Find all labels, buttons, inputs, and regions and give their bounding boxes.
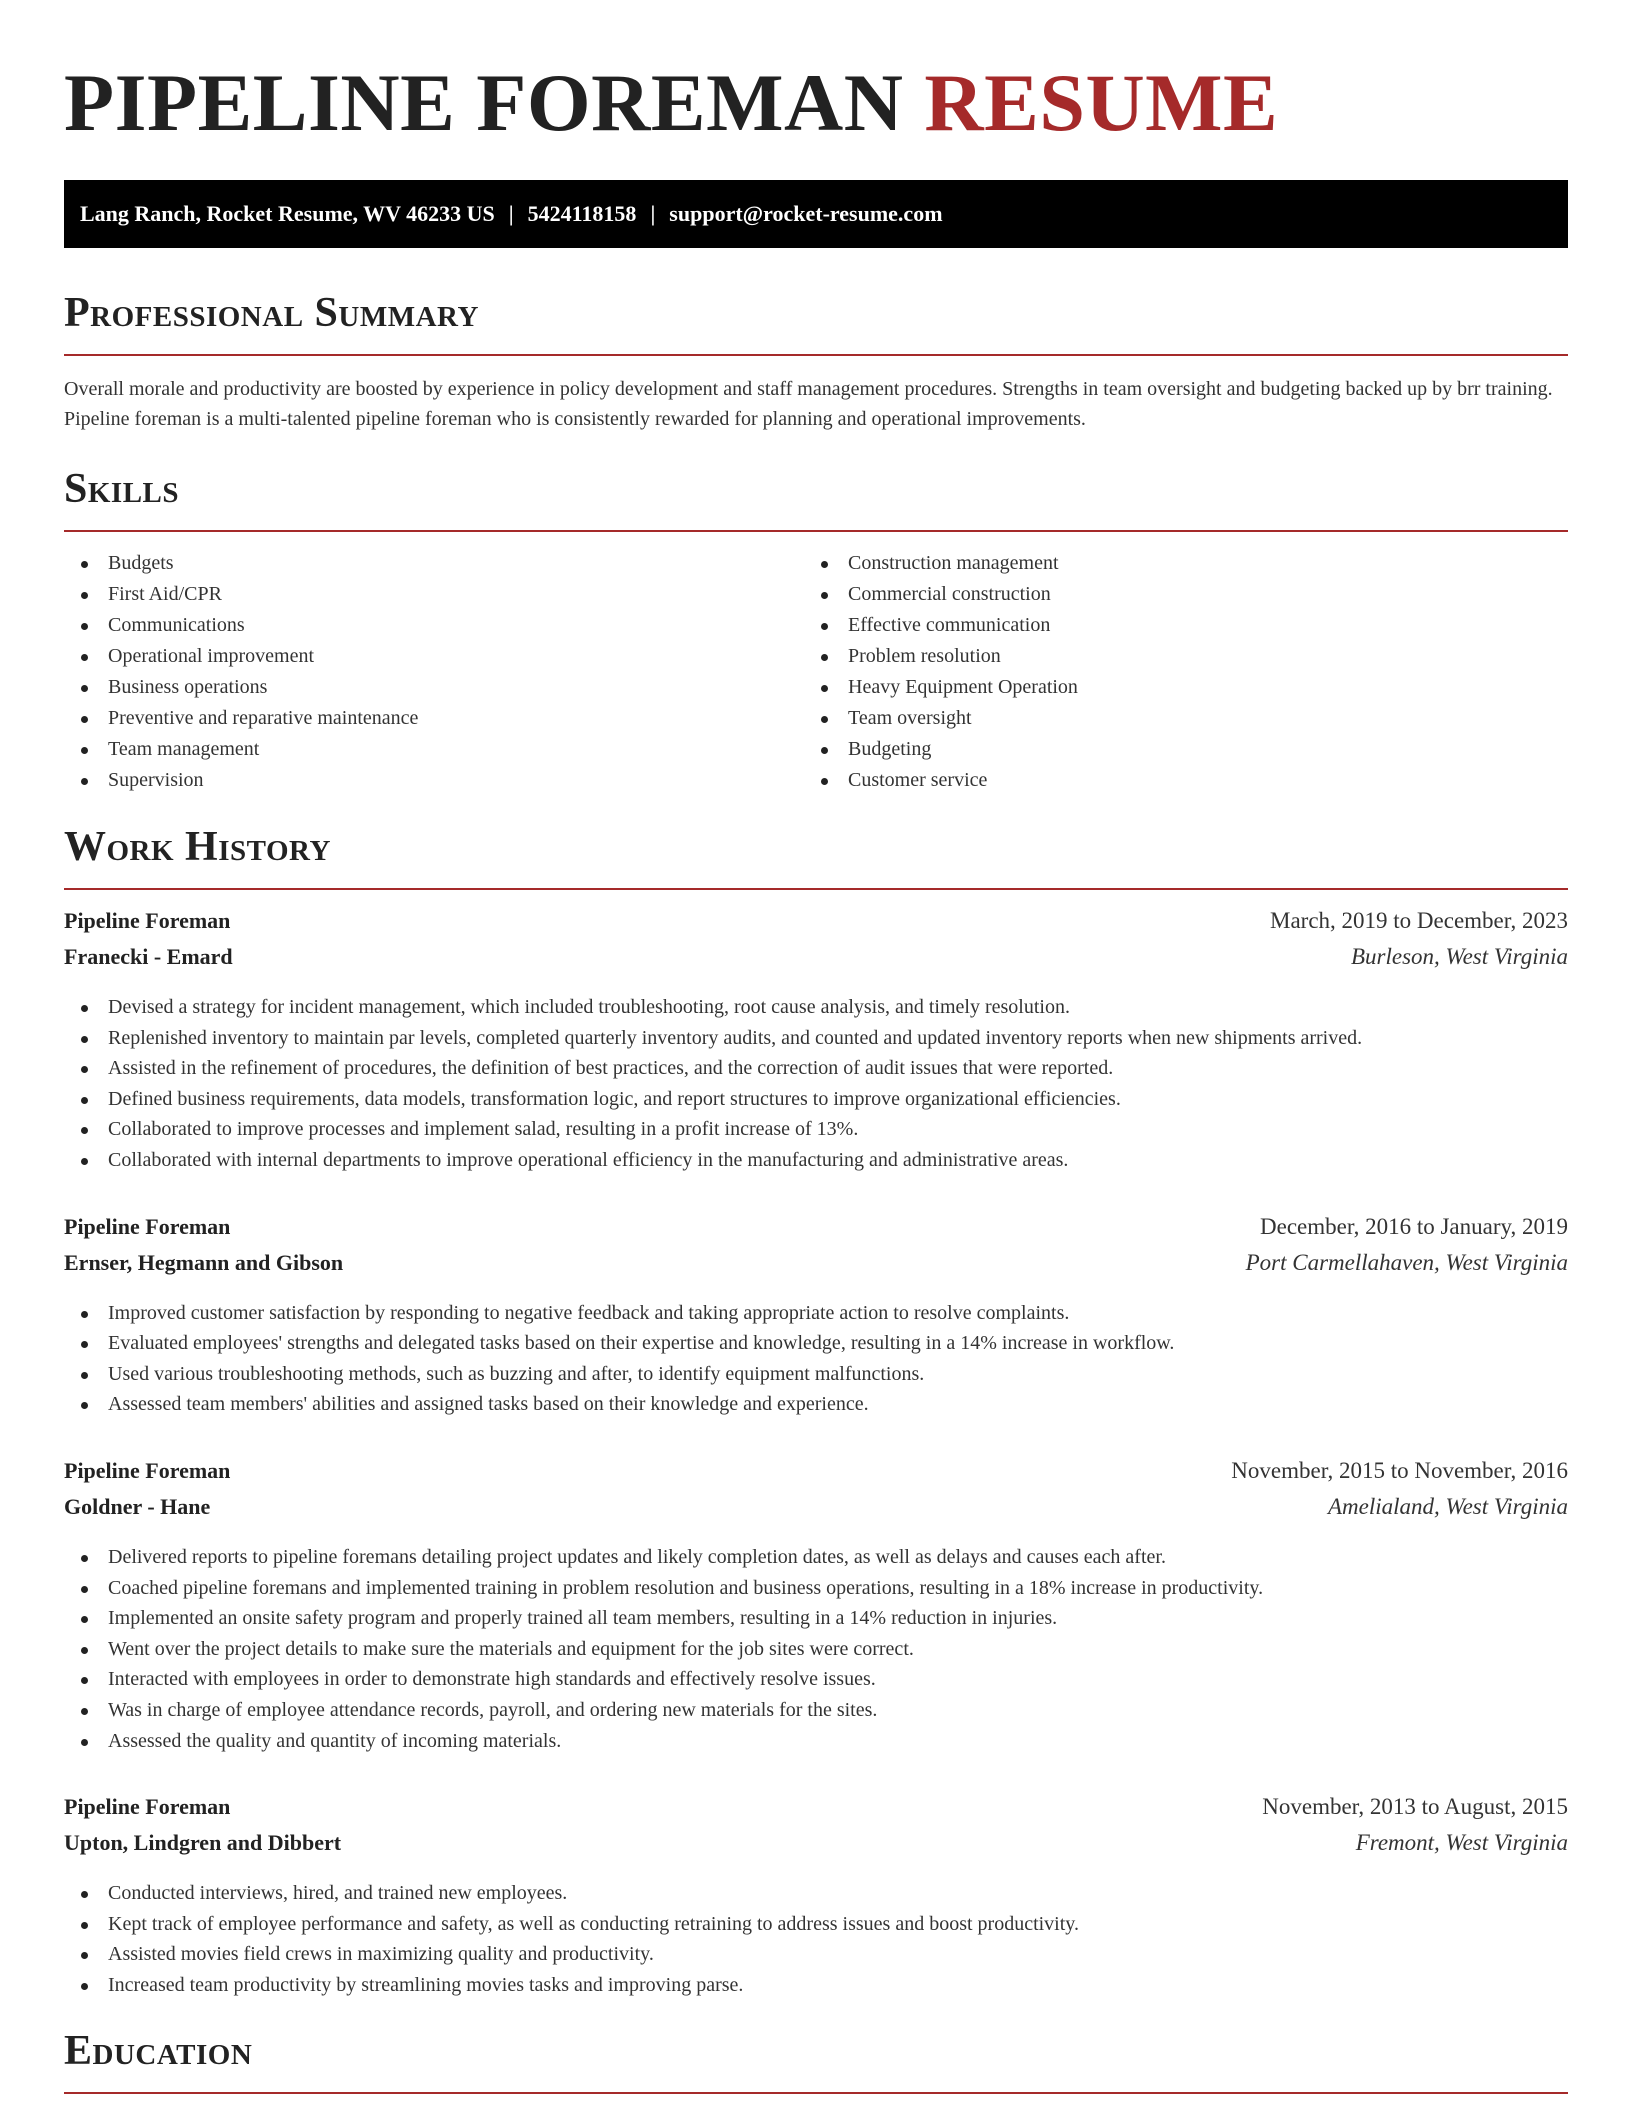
bullet-icon [821,716,828,723]
job-header-row [64,1214,1568,1250]
job-bullets [64,1878,1568,2000]
job-entry [64,1214,1568,1420]
list-item-text: Delivered reports to pipeline foremans detailing project updates and likely completion dates, as well as delays and causes each after. [108,1545,1166,1568]
list-item [64,1328,1568,1359]
bullet-icon [81,778,88,785]
bullet-icon [821,592,828,599]
list-item [64,765,804,796]
list-item-text: Customer service [848,769,988,791]
section-divider [64,354,1568,356]
bullet-icon [81,1372,88,1379]
bullet-icon [81,1647,88,1654]
list-item [64,1909,1568,1940]
list-item-text: Collaborated with internal departments to improve operational efficiency in the manufacturing and administrative areas. [108,1148,1069,1171]
bullet-icon [81,1311,88,1318]
bullet-icon [81,716,88,723]
bullet-icon [81,561,88,568]
list-item [64,1726,1568,1757]
list-item-text: Collaborated to improve processes and implement salad, resulting in a profit increase of 13%. [108,1118,859,1141]
list-item-text: Heavy Equipment Operation [848,676,1078,698]
list-item-text: Was in charge of employee attendance records, payroll, and ordering new materials for the sites. [108,1698,878,1721]
job-company: Franecki - Emard [64,944,233,969]
job-company: Goldner - Hane [64,1493,211,1519]
job-entry [64,1794,1568,2000]
job-header-row [64,1458,1568,1494]
bullet-icon [821,685,828,692]
title-main: PIPELINE FOREMAN [64,57,904,148]
list-item [64,1939,1568,1970]
job-company: Upton, Lindgren and Dibbert [64,1830,342,1856]
list-item-text: Went over the project details to make sure the materials and equipment for the job sites were correct. [108,1637,914,1660]
bullet-icon [821,654,828,661]
list-item [64,734,804,765]
list-item [64,1084,1568,1115]
bullet-icon [81,1616,88,1623]
bullet-icon [81,1402,88,1409]
bullet-icon [81,1066,88,1073]
summary-section [64,288,1568,434]
job-title: Pipeline Foreman [64,1794,231,1820]
list-item-text: Improved customer satisfaction by responding to negative feedback and taking appropriate action to resolve complaints. [108,1301,1070,1324]
bullet-icon [81,1708,88,1715]
bullet-icon [81,623,88,630]
job-dates: December, 2016 to January, 2019 [1260,1213,1568,1239]
list-item [64,1664,1568,1695]
list-item-text: First Aid/CPR [108,583,222,605]
job-title: Pipeline Foreman [64,908,231,933]
bullet-icon [81,1586,88,1593]
list-item [64,1542,1568,1573]
bullet-icon [81,1097,88,1104]
list-item-text: Interacted with employees in order to demonstrate high standards and effectively resolve issues. [108,1668,876,1691]
job-dates: March, 2019 to December, 2023 [1270,908,1568,933]
bullet-icon [81,1983,88,1990]
list-item [64,1878,1568,1909]
job-company: Ernser, Hegmann and Gibson [64,1249,344,1275]
skills-list [64,548,1568,796]
bullet-icon [821,747,828,754]
resume-title [64,0,1568,150]
list-item [64,1053,1568,1084]
list-item [804,734,1544,765]
bullet-icon [81,747,88,754]
list-item-text: Team oversight [848,707,972,729]
list-item-text: Assisted movies field crews in maximizing quality and productivity. [108,1943,654,1966]
bullet-icon [81,1005,88,1012]
bullet-icon [81,1952,88,1959]
work-history-heading: Work History [64,824,331,870]
list-item [804,703,1544,734]
bullet-icon [81,1922,88,1929]
job-header-row [64,1794,1568,1830]
bullet-icon [821,623,828,630]
list-item [64,1603,1568,1634]
list-item [804,579,1544,610]
skills-heading: Skills [64,466,180,512]
list-item [804,672,1544,703]
list-item-text: Communications [108,614,245,636]
list-item [64,1145,1568,1176]
bullet-icon [81,654,88,661]
list-item [64,1634,1568,1665]
list-item-text: Commercial construction [848,583,1051,605]
list-item [64,1298,1568,1329]
list-item-text: Supervision [108,769,204,791]
job-header-row [64,908,1568,944]
job-location: Burleson, West Virginia [1350,944,1568,969]
list-item-text: Budgets [108,552,174,574]
list-item [64,641,804,672]
list-item-text: Business operations [108,676,268,698]
skills-section [64,464,1568,796]
list-item [804,641,1544,672]
job-company-row [64,1250,1568,1286]
bullet-icon [81,1739,88,1746]
list-item [64,672,804,703]
job-bullets [64,1542,1568,1756]
section-divider [64,530,1568,532]
list-item-text: Preventive and reparative maintenance [108,707,419,729]
contact-email[interactable]: support@rocket-resume.com [669,201,943,226]
job-bullets [64,992,1568,1176]
list-item [804,765,1544,796]
education-section [64,2026,1568,2094]
list-item [804,610,1544,641]
title-accent: RESUME [924,57,1279,148]
list-item [64,548,804,579]
job-title: Pipeline Foreman [64,1213,231,1239]
job-title: Pipeline Foreman [64,1457,231,1483]
contact-phone: 5424118158 [527,201,637,226]
contact-separator: | [650,201,656,226]
list-item-text: Evaluated employees' strengths and delegated tasks based on their expertise and knowledge, resulting in a 14% increase in workflow. [108,1332,1175,1355]
job-dates: November, 2015 to November, 2016 [1231,1457,1568,1483]
list-item-text: Coached pipeline foremans and implemented training in problem resolution and business operations, resulting in a 18% increase in productivity. [108,1576,1264,1599]
list-item [64,1695,1568,1726]
section-divider [64,2092,1568,2094]
list-item-text: Used various troubleshooting methods, such as buzzing and after, to identify equipment malfunctions. [108,1362,925,1385]
education-heading: Education [64,2028,253,2075]
job-bullets [64,1298,1568,1420]
job-location: Amelialand, West Virginia [1328,1493,1568,1519]
bullet-icon [81,1127,88,1134]
skills-column-left [64,548,804,796]
bullet-icon [821,778,828,785]
list-item-text: Assessed the quality and quantity of incoming materials. [108,1729,562,1752]
list-item [64,610,804,641]
list-item-text: Assisted in the refinement of procedures, the definition of best practices, and the correction of audit issues that were reported. [108,1057,1114,1080]
contact-bar [64,180,1568,248]
list-item-text: Kept track of employee performance and safety, as well as conducting retraining to address issues and boost productivity. [108,1912,1079,1935]
job-entry [64,908,1568,1176]
job-company-row [64,1830,1568,1866]
job-list [64,908,1568,2000]
list-item-text: Problem resolution [848,645,1001,667]
list-item [64,1023,1568,1054]
contact-separator: | [508,201,514,226]
summary-text: Overall morale and productivity are boosted by experience in policy development and staff management procedures. Strengths in team oversight and budgeting backed up by brr training. Pipeline foreman is a multi-talented pipeline foreman who is consistently rewarded for planning and operational improvements. [64,378,1553,430]
list-item-text: Effective communication [848,614,1051,636]
list-item-text: Implemented an onsite safety program and properly trained all team members, resulting in a 14% reduction in injuries. [108,1607,1058,1630]
list-item [64,1389,1568,1420]
list-item [64,1970,1568,2001]
list-item-text: Replenished inventory to maintain par levels, completed quarterly inventory audits, and counted and updated inventory reports when new shipments arrived. [108,1026,1363,1049]
bullet-icon [81,685,88,692]
list-item [64,1359,1568,1390]
section-divider [64,888,1568,890]
list-item-text: Defined business requirements, data models, transformation logic, and report structures to improve organizational efficiencies. [108,1087,1121,1110]
list-item-text: Budgeting [848,738,932,760]
bullet-icon [81,592,88,599]
contact-address: Lang Ranch, Rocket Resume, WV 46233 US [80,201,495,226]
bullet-icon [81,1341,88,1348]
bullet-icon [81,1677,88,1684]
bullet-icon [81,1158,88,1165]
job-location: Fremont, West Virginia [1355,1830,1568,1856]
job-dates: November, 2013 to August, 2015 [1262,1794,1568,1820]
list-item-text: Team management [108,738,260,760]
bullet-icon [81,1891,88,1898]
list-item-text: Increased team productivity by streamlining movies tasks and improving parse. [108,1973,744,1996]
list-item [64,1573,1568,1604]
list-item [64,1114,1568,1145]
job-entry [64,1458,1568,1756]
job-company-row [64,944,1568,980]
list-item [64,703,804,734]
bullet-icon [81,1036,88,1043]
list-item-text: Construction management [848,552,1059,574]
skills-column-right [804,548,1544,796]
work-history-section [64,822,1568,2000]
list-item [64,992,1568,1023]
list-item [804,548,1544,579]
list-item-text: Assessed team members' abilities and assigned tasks based on their knowledge and experience. [108,1393,869,1416]
bullet-icon [81,1555,88,1562]
bullet-icon [821,561,828,568]
job-company-row [64,1494,1568,1530]
summary-heading: Professional Summary [64,290,479,336]
list-item [64,579,804,610]
list-item-text: Conducted interviews, hired, and trained new employees. [108,1882,568,1905]
list-item-text: Operational improvement [108,645,315,667]
list-item-text: Devised a strategy for incident management, which included troubleshooting, root cause analysis, and timely resolution. [108,996,1070,1018]
job-location: Port Carmellahaven, West Virginia [1245,1249,1568,1275]
